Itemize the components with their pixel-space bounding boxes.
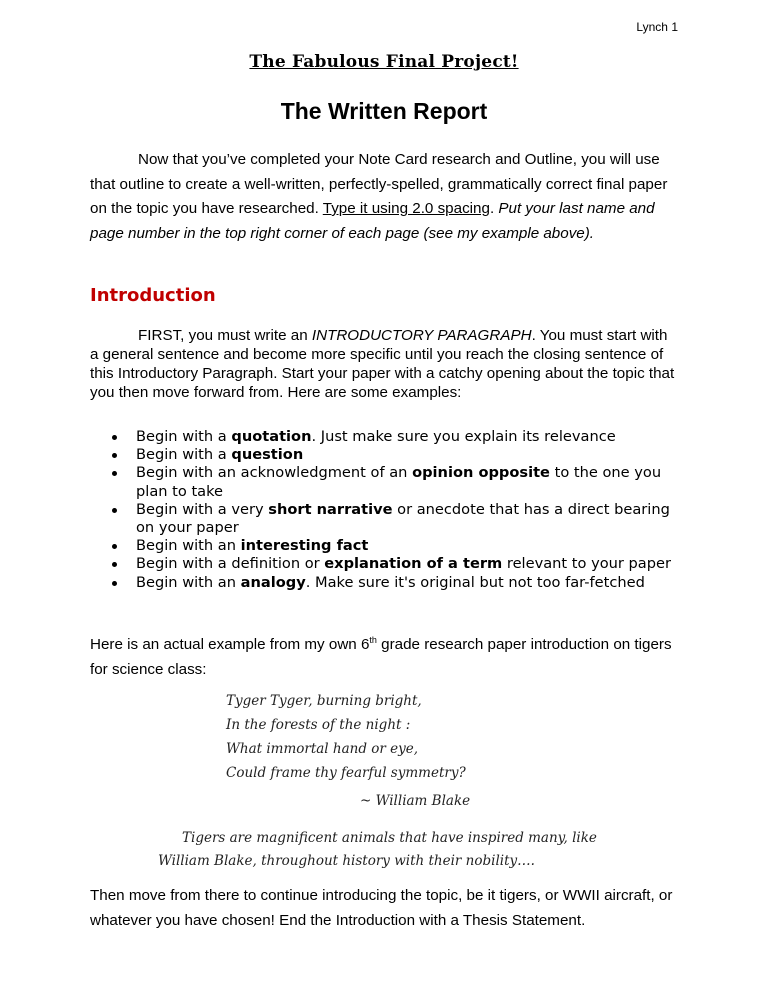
bullet-icon xyxy=(112,435,117,440)
bullet-bold: explanation of a term xyxy=(324,555,503,573)
intro-text-1: Now that you’ve completed your Note Card research and Outline, you will use that outline to create a well-written, perfectly-spelled, grammatically correct final paper on the topic you have researched. xyxy=(90,151,668,217)
list-item xyxy=(108,446,688,464)
poem-line: What immortal hand or eye, xyxy=(226,741,419,757)
examples-bullet-list xyxy=(108,428,688,592)
bullet-bold: analogy xyxy=(240,573,306,591)
bullet-bold: short narrative xyxy=(268,500,393,518)
bullet-text: Begin with a very xyxy=(136,500,269,518)
list-item xyxy=(108,501,688,537)
bullet-bold: opinion opposite xyxy=(412,464,550,482)
example-intro-text-1: Here is an actual example from my own 6 xyxy=(90,636,370,654)
bullet-text: Begin with an xyxy=(136,537,241,555)
bullet-bold: question xyxy=(231,446,304,464)
closing-paragraph: Then move from there to continue introducing the topic, be it tigers, or WWII aircraft, or whatever you have chosen! End the Introduction with a Thesis Statement. xyxy=(90,887,673,929)
intro-text-2: . xyxy=(489,200,499,217)
bullet-text: Begin with an acknowledgment of an xyxy=(136,464,413,482)
section-heading-introduction: Introduction xyxy=(90,285,216,306)
first-italic: INTRODUCTORY PARAGRAPH xyxy=(311,327,532,344)
example-intro-sup: th xyxy=(369,635,377,645)
example-introduction-text xyxy=(158,827,628,873)
example-intro-text-2: grade research paper introduction on tigers for science class: xyxy=(90,636,672,678)
bullet-text: relevant to your paper xyxy=(502,555,671,573)
bullet-icon xyxy=(112,453,117,458)
bullet-bold: interesting fact xyxy=(240,537,369,555)
first-paragraph xyxy=(90,326,680,402)
bullet-text: Begin with a xyxy=(136,446,232,464)
first-text-2: . You must start with a general sentence and become more specific until you reach the closing sentence of this Introductory Paragraph. Start your paper with a catchy opening about the topic that you then move forward from. Here are some examples: xyxy=(90,327,675,401)
bullet-text: or anecdote that has a direct bearing on your paper xyxy=(136,500,670,537)
report-title: The Written Report xyxy=(280,98,488,124)
bullet-text: . Make sure it's original but not too far-fetched xyxy=(305,573,645,591)
example-intro-paragraph xyxy=(90,628,680,682)
poem-line: Tyger Tyger, burning bright, xyxy=(226,693,422,709)
list-item xyxy=(108,428,688,446)
bullet-text: Begin with a definition or xyxy=(136,555,325,573)
page-header-label: Lynch 1 xyxy=(636,20,678,34)
intro-italic: Put your last name and page number in the top right corner of each page (see my example above). xyxy=(90,200,655,242)
bullet-icon xyxy=(112,544,117,549)
list-item xyxy=(108,537,688,555)
bullet-text: Begin with an xyxy=(136,573,241,591)
list-item xyxy=(108,464,688,500)
first-text-1: FIRST, you must write an xyxy=(138,327,312,344)
example-text-body: Tigers are magnificent animals that have inspired many, like William Blake, throughout history with their nobility…. xyxy=(158,830,597,869)
list-item xyxy=(108,555,688,573)
bullet-icon xyxy=(112,581,117,586)
bullet-text: . Just make sure you explain its relevance xyxy=(311,428,616,445)
bullet-icon xyxy=(112,471,117,476)
bullet-icon xyxy=(112,508,117,513)
poem-block xyxy=(226,689,466,785)
poem-line: Could frame thy fearful symmetry? xyxy=(226,765,466,781)
intro-paragraph xyxy=(90,148,680,246)
poem-line: In the forests of the night : xyxy=(226,717,411,733)
bullet-icon xyxy=(112,562,117,567)
project-title: The Fabulous Final Project! xyxy=(249,52,519,72)
bullet-text: to the one you plan to take xyxy=(136,464,662,500)
bullet-text: Begin with a xyxy=(136,428,232,445)
poem-attribution: ~ William Blake xyxy=(360,793,471,809)
bullet-bold: quotation xyxy=(231,428,312,445)
list-item xyxy=(108,574,688,592)
intro-underlined: Type it using 2.0 spacing xyxy=(322,200,490,217)
